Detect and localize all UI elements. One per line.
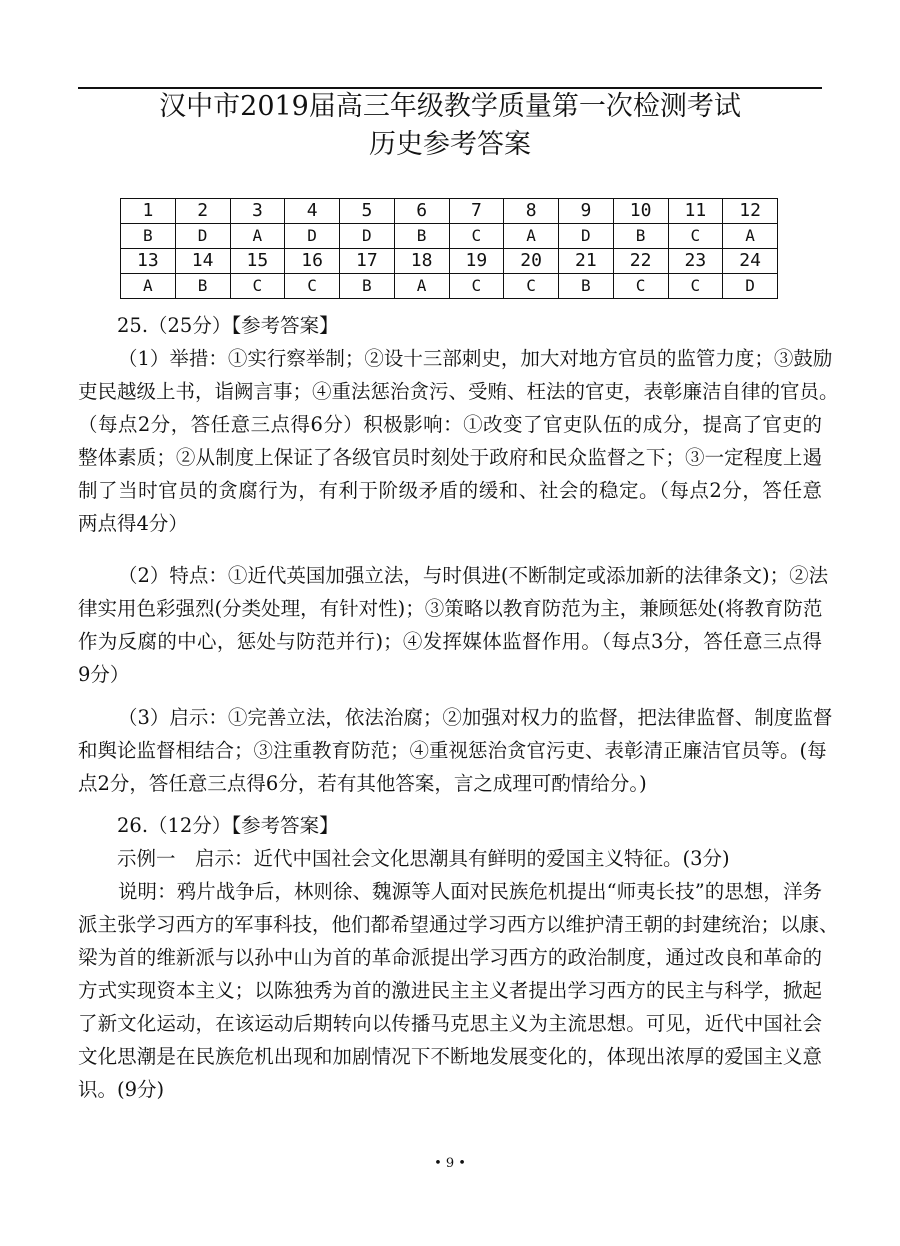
question-number-cell: 10 bbox=[613, 199, 668, 224]
answer-cell: D bbox=[723, 274, 778, 299]
q26-example: 示例一 启示：近代中国社会文化思潮具有鲜明的爱国主义特征。(3分) bbox=[117, 847, 730, 870]
answer-cell: B bbox=[559, 274, 614, 299]
question-number-cell: 17 bbox=[340, 249, 395, 274]
answer-row bbox=[121, 274, 778, 299]
question-number-cell: 2 bbox=[175, 199, 230, 224]
q26-heading: 26.（12分）【参考答案】 bbox=[117, 814, 339, 837]
q25-heading: 25.（25分）【参考答案】 bbox=[117, 314, 339, 337]
text-line: 方式实现资本主义；以陈独秀为首的激进民主主义者提出学习西方的民主与科学，掀起 bbox=[78, 979, 822, 1002]
question-number-cell: 19 bbox=[449, 249, 504, 274]
question-number-cell: 15 bbox=[230, 249, 285, 274]
top-rule bbox=[78, 87, 822, 89]
answer-cell: B bbox=[121, 224, 176, 249]
text-line: 吏民越级上书，诣阙言事；④重法惩治贪污、受贿、枉法的官吏，表彰廉洁自律的官员。 bbox=[78, 380, 839, 403]
answer-cell: D bbox=[175, 224, 230, 249]
text-line: 说明：鸦片战争后，林则徐、魏源等人面对民族危机提出“师夷长技”的思想，洋务 bbox=[118, 880, 822, 903]
question-number-cell: 24 bbox=[723, 249, 778, 274]
question-number-cell: 13 bbox=[121, 249, 176, 274]
answer-cell: A bbox=[230, 224, 285, 249]
answer-cell: A bbox=[723, 224, 778, 249]
answer-cell: B bbox=[613, 224, 668, 249]
question-number-cell: 1 bbox=[121, 199, 176, 224]
q25-part1 bbox=[78, 342, 839, 540]
answer-cell: C bbox=[230, 274, 285, 299]
question-number-row bbox=[121, 199, 778, 224]
answer-cell: C bbox=[504, 274, 559, 299]
question-number-cell: 4 bbox=[285, 199, 340, 224]
text-line: 了新文化运动，在该运动后期转向以传播马克思主义为主流思想。可见，近代中国社会 bbox=[78, 1012, 822, 1035]
answer-table bbox=[120, 198, 778, 299]
question-number-cell: 12 bbox=[723, 199, 778, 224]
text-line: 梁为首的维新派与以孙中山为首的革命派提出学习西方的政治制度，通过改良和革命的 bbox=[78, 946, 822, 969]
text-line: 制了当时官员的贪腐行为，有利于阶级矛盾的缓和、社会的稳定。（每点2分，答任意 bbox=[78, 479, 822, 502]
answer-cell: A bbox=[504, 224, 559, 249]
q25-part3 bbox=[78, 701, 833, 800]
question-number-row bbox=[121, 249, 778, 274]
document-subtitle: 历史参考答案 bbox=[369, 129, 531, 160]
text-line: 派主张学习西方的军事科技，他们都希望通过学习西方以维护清王朝的封建统治；以康、 bbox=[78, 913, 839, 936]
question-number-cell: 22 bbox=[613, 249, 668, 274]
text-line: 文化思潮是在民族危机出现和加剧情况下不断地发展变化的，体现出浓厚的爱国主义意 bbox=[78, 1045, 822, 1068]
question-number-cell: 6 bbox=[394, 199, 449, 224]
answer-cell: A bbox=[121, 274, 176, 299]
text-line: 两点得4分） bbox=[78, 512, 188, 535]
question-number-cell: 3 bbox=[230, 199, 285, 224]
question-number-cell: 14 bbox=[175, 249, 230, 274]
answer-cell: C bbox=[613, 274, 668, 299]
question-number-cell: 20 bbox=[504, 249, 559, 274]
answer-cell: C bbox=[449, 274, 504, 299]
question-number-cell: 18 bbox=[394, 249, 449, 274]
text-line: 作为反腐的中心，惩处与防范并行)；④发挥媒体监督作用。（每点3分，答任意三点得 bbox=[78, 630, 822, 653]
text-line: 整体素质；②从制度上保证了各级官员时刻处于政府和民众监督之下；③一定程度上遏 bbox=[78, 446, 822, 469]
answer-cell: C bbox=[668, 224, 723, 249]
question-number-cell: 5 bbox=[340, 199, 395, 224]
text-line: （3）启示：①完善立法，依法治腐；②加强对权力的监督，把法律监督、制度监督 bbox=[118, 706, 833, 729]
document-title: 汉中市2019届高三年级教学质量第一次检测考试 bbox=[159, 91, 741, 122]
answer-cell: B bbox=[394, 224, 449, 249]
answer-cell: B bbox=[175, 274, 230, 299]
page-number: • 9 • bbox=[434, 1156, 466, 1171]
answer-cell: D bbox=[340, 224, 395, 249]
question-number-cell: 9 bbox=[559, 199, 614, 224]
text-line: 律实用色彩强烈(分类处理，有针对性)；③策略以教育防范为主，兼顾惩处(将教育防范 bbox=[78, 597, 823, 620]
answer-cell: C bbox=[668, 274, 723, 299]
question-number-cell: 23 bbox=[668, 249, 723, 274]
answer-cell: C bbox=[285, 274, 340, 299]
text-line: 9分） bbox=[78, 663, 130, 686]
question-number-cell: 16 bbox=[285, 249, 340, 274]
text-line: （1）举措：①实行察举制；②设十三部刺史，加大对地方官员的监管力度；③鼓励 bbox=[118, 347, 833, 370]
q25-part2 bbox=[78, 559, 829, 691]
text-line: 点2分，答任意三点得6分，若有其他答案，言之成理可酌情给分。) bbox=[78, 772, 647, 795]
answer-cell: A bbox=[394, 274, 449, 299]
text-line: 和舆论监督相结合；③注重教育防范；④重视惩治贪官污吏、表彰清正廉洁官员等。(每 bbox=[78, 739, 827, 762]
text-line: （2）特点：①近代英国加强立法，与时俱进(不断制定或添加新的法律条文)；②法 bbox=[118, 564, 829, 587]
answer-cell: C bbox=[449, 224, 504, 249]
question-number-cell: 7 bbox=[449, 199, 504, 224]
answer-cell: B bbox=[340, 274, 395, 299]
text-line: （每点2分，答任意三点得6分）积极影响：①改变了官吏队伍的成分，提高了官吏的 bbox=[78, 413, 822, 436]
question-number-cell: 11 bbox=[668, 199, 723, 224]
text-line: 识。(9分) bbox=[78, 1078, 165, 1101]
question-number-cell: 8 bbox=[504, 199, 559, 224]
answer-cell: D bbox=[559, 224, 614, 249]
answer-row bbox=[121, 224, 778, 249]
q26-explanation bbox=[78, 875, 839, 1106]
question-number-cell: 21 bbox=[559, 249, 614, 274]
answer-cell: D bbox=[285, 224, 340, 249]
